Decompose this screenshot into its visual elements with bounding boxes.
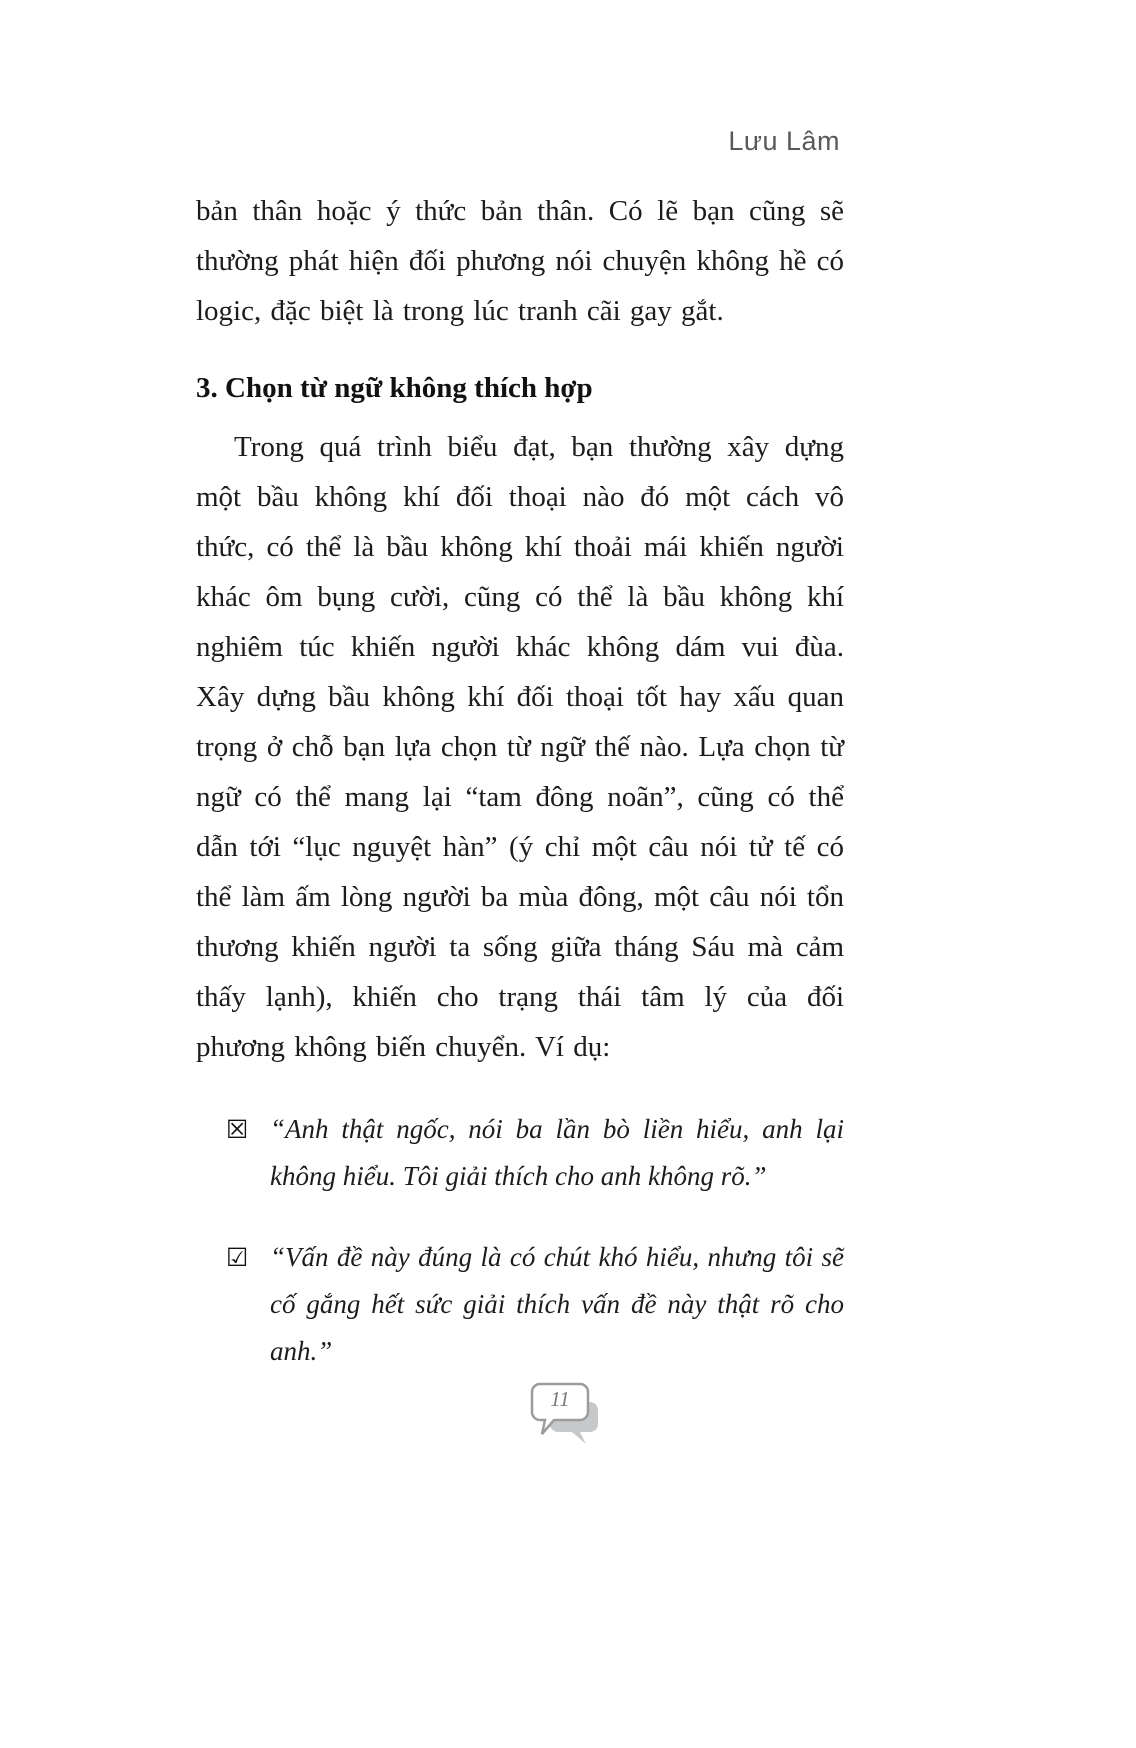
example-text-right: “Vấn đề này đúng là có chút khó hiểu, nhưng tôi sẽ cố gắng hết sức giải thích vấn đề này thật rõ cho anh.” — [270, 1242, 844, 1366]
intro-paragraph: bản thân hoặc ý thức bản thân. Có lẽ bạn cũng sẽ thường phát hiện đối phương nói chuyện không hề có logic, đặc biệt là trong lúc tranh cãi gay gắt. — [196, 195, 844, 327]
check-checkbox-icon: ☑ — [226, 1243, 249, 1272]
cross-checkbox-icon: ☒ — [226, 1115, 249, 1144]
example-item-wrong — [226, 1106, 844, 1200]
body-paragraph: Trong quá trình biểu đạt, bạn thường xây dựng một bầu không khí đối thoại nào đó một cách vô thức, có thể là bầu không khí thoải mái khiến người khác ôm bụng cười, cũng có thể là bầu không khí nghiêm túc khiến người khác không dám vui đùa. Xây dựng bầu không khí đối thoại tốt hay xấu quan trọng ở chỗ bạn lựa chọn từ ngữ thế nào. Lựa chọn từ ngữ có thể mang lại “tam đông noãn”, cũng có thể dẫn tới “lục nguyệt hàn” (ý chỉ một câu nói tử tế có thể làm ấm lòng người ba mùa đông, một câu nói tổn thương khiến người ta sống giữa tháng Sáu mà cảm thấy lạnh), khiến cho trạng thái tâm lý của đối phương không biến chuyển. Ví dụ: — [196, 431, 844, 1063]
page-content — [196, 186, 844, 1375]
page-number: 11 — [550, 1387, 570, 1411]
page-number-bubble — [528, 1380, 608, 1446]
example-text-wrong: “Anh thật ngốc, nói ba lần bò liền hiểu, anh lại không hiểu. Tôi giải thích cho anh không rõ.” — [270, 1114, 844, 1191]
page-footer — [0, 1380, 1136, 1446]
example-item-right — [226, 1234, 844, 1375]
section-heading: 3. Chọn từ ngữ không thích hợp — [196, 372, 593, 404]
running-header-author: Lưu Lâm — [728, 126, 840, 156]
